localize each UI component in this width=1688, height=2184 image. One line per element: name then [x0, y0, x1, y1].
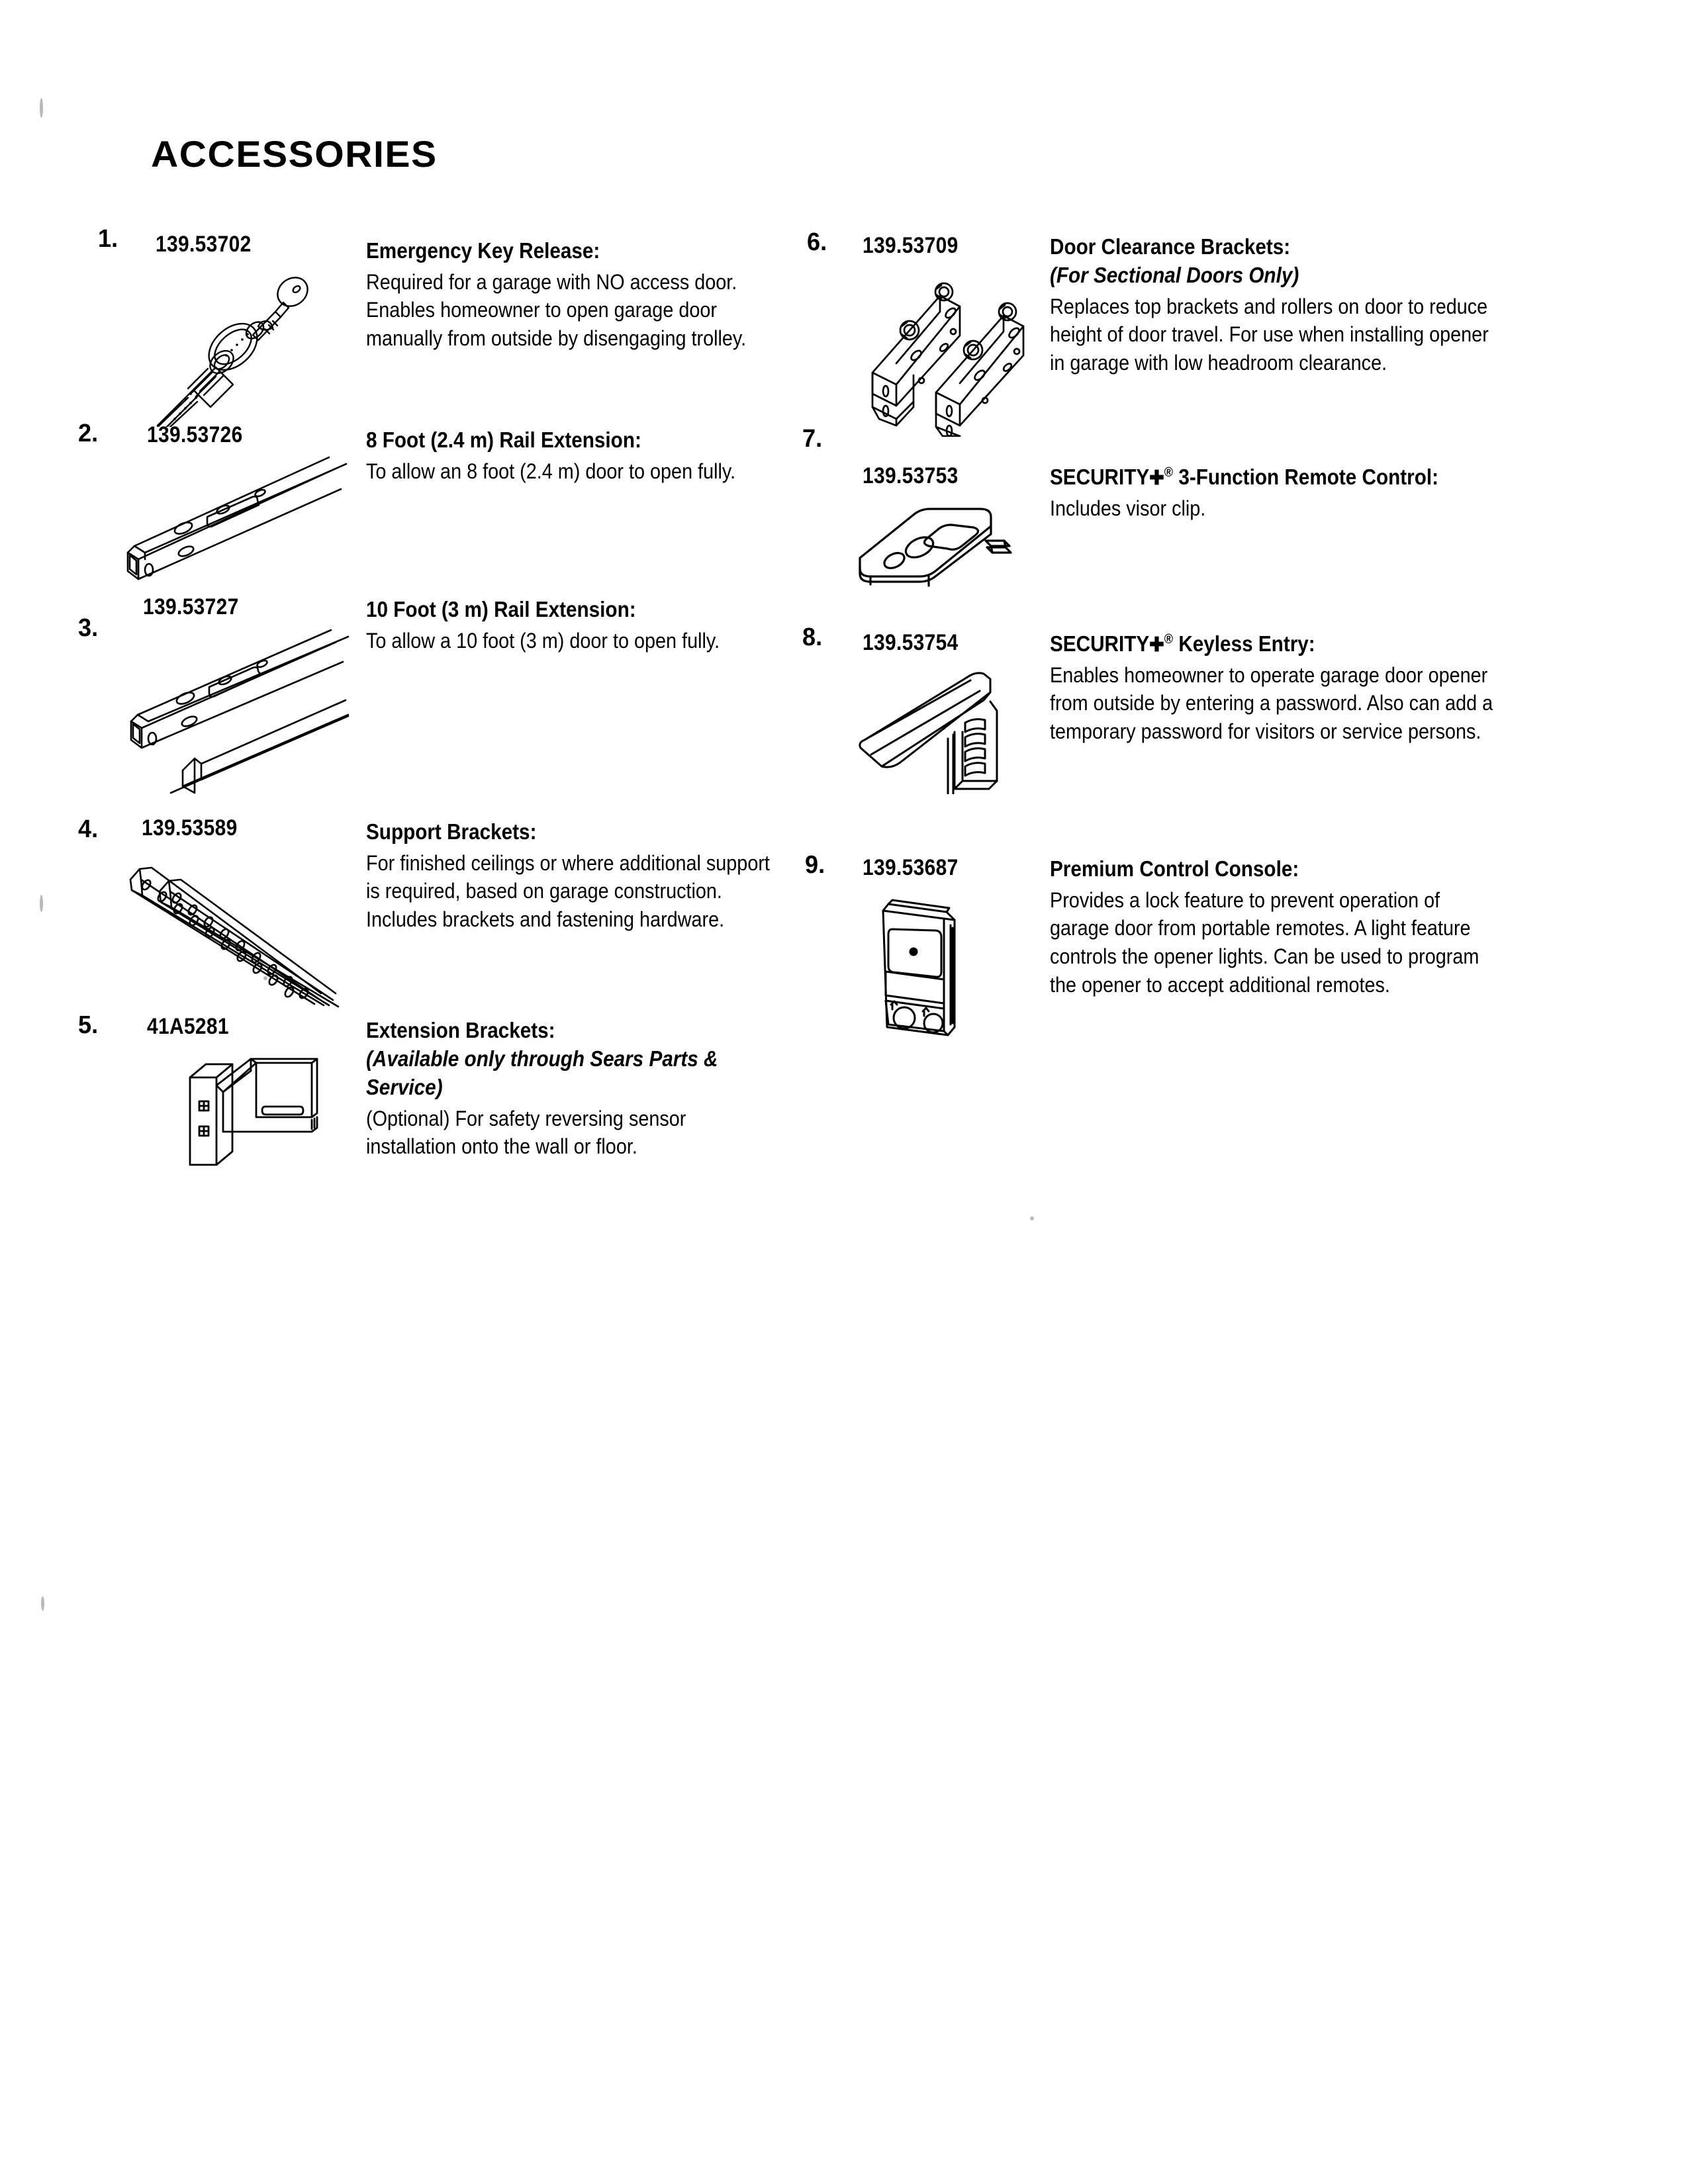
plus-icon: ✚ — [1149, 634, 1164, 656]
remote-control-illustration — [851, 500, 1016, 592]
item-description: (Optional) For safety reversing sensor installation onto the wall or floor. — [366, 1106, 686, 1159]
scan-speck — [41, 1596, 44, 1611]
item-heading: Premium Control Console: — [1050, 856, 1299, 881]
item-heading: Support Brackets: — [366, 819, 537, 844]
item-number: 5. — [78, 1011, 99, 1039]
item-model-number: 139.53709 — [863, 233, 959, 258]
item-number: 1. — [98, 225, 118, 253]
item-number: 3. — [78, 614, 99, 642]
item-model-number: 139.53726 — [147, 422, 243, 447]
item-description: To allow an 8 foot (2.4 m) door to open fully. — [366, 459, 736, 483]
plus-icon: ✚ — [1149, 467, 1164, 489]
item-heading-suffix: 3-Function Remote Control: — [1173, 465, 1438, 489]
door-clearance-brackets-illustration — [847, 275, 1026, 437]
item-text-block — [366, 426, 829, 485]
item-description: Provides a lock feature to prevent operation of garage door from portable remotes. A light feature controls the opener lights. Can be used to program the opener to accept additional remotes. — [1050, 887, 1479, 997]
item-description: Replaces top brackets and rollers on door to reduce height of door travel. For use when installing opener in garage with low headroom clearance. — [1050, 294, 1489, 375]
item-description: Enables homeowner to operate garage door opener from outside by entering a password. Also can add a temporary password for visitors or service persons. — [1050, 662, 1493, 743]
item-model-number: 139.53687 — [863, 855, 959, 880]
item-heading: 8 Foot (2.4 m) Rail Extension: — [366, 428, 641, 452]
item-number: 2. — [78, 420, 99, 447]
item-subheading: (Available only through Sears Parts & Service) — [366, 1046, 718, 1099]
item-number: 6. — [807, 228, 827, 256]
scan-speck — [1030, 1216, 1034, 1220]
item-text-block — [366, 1017, 796, 1161]
item-text-block — [366, 818, 816, 934]
item-heading-security-plus — [1050, 630, 1503, 659]
security-plus-wordmark: SECURITY — [1050, 631, 1150, 656]
keyless-entry-keypad-illustration — [854, 668, 1006, 794]
item-heading-security-plus — [1050, 463, 1503, 492]
scan-speck — [40, 895, 43, 912]
item-number: 7. — [802, 425, 823, 453]
item-description: Required for a garage with NO access door. Enables homeowner to open garage door manually from outside by disengaging trolley. — [366, 269, 747, 350]
premium-control-console-illustration — [872, 895, 985, 1040]
item-heading: Emergency Key Release: — [366, 238, 600, 263]
key-release-cable-illustration — [119, 261, 318, 427]
perforated-support-bracket-illustration — [122, 857, 341, 1009]
item-number: 4. — [78, 815, 99, 843]
page-title: ACCESSORIES — [151, 133, 438, 175]
item-number: 8. — [802, 623, 823, 651]
item-text-block — [1050, 233, 1540, 377]
item-text-block — [366, 237, 829, 353]
item-heading: Extension Brackets: — [366, 1018, 555, 1042]
rail-extension-illustration — [122, 453, 348, 586]
item-text-block — [1050, 630, 1553, 746]
item-model-number: 41A5281 — [147, 1014, 229, 1039]
item-description: For finished ceilings or where additional support is required, based on garage construction. Includes brackets and fastening hardware. — [366, 850, 770, 931]
item-model-number: 139.53702 — [156, 232, 252, 257]
item-model-number: 139.53754 — [863, 630, 959, 655]
item-heading: 10 Foot (3 m) Rail Extension: — [366, 597, 636, 621]
item-text-block — [1050, 855, 1553, 999]
item-subheading: (For Sectional Doors Only) — [1050, 262, 1299, 287]
item-model-number: 139.53753 — [863, 463, 959, 488]
item-description: To allow a 10 foot (3 m) door to open fully. — [366, 628, 720, 653]
item-text-block — [1050, 463, 1553, 522]
item-model-number: 139.53727 — [143, 594, 239, 619]
item-number: 9. — [805, 851, 825, 879]
scan-speck — [40, 98, 43, 118]
item-model-number: 139.53589 — [142, 815, 238, 841]
item-heading: Door Clearance Brackets: — [1050, 234, 1291, 259]
item-text-block — [366, 596, 829, 655]
item-description: Includes visor clip. — [1050, 496, 1206, 520]
item-heading-suffix: Keyless Entry: — [1173, 631, 1315, 656]
registered-mark: ® — [1164, 465, 1174, 480]
registered-mark: ® — [1164, 632, 1174, 647]
extension-bracket-illustration — [182, 1046, 328, 1171]
security-plus-wordmark: SECURITY — [1050, 465, 1150, 489]
double-rail-extension-illustration — [113, 629, 351, 794]
